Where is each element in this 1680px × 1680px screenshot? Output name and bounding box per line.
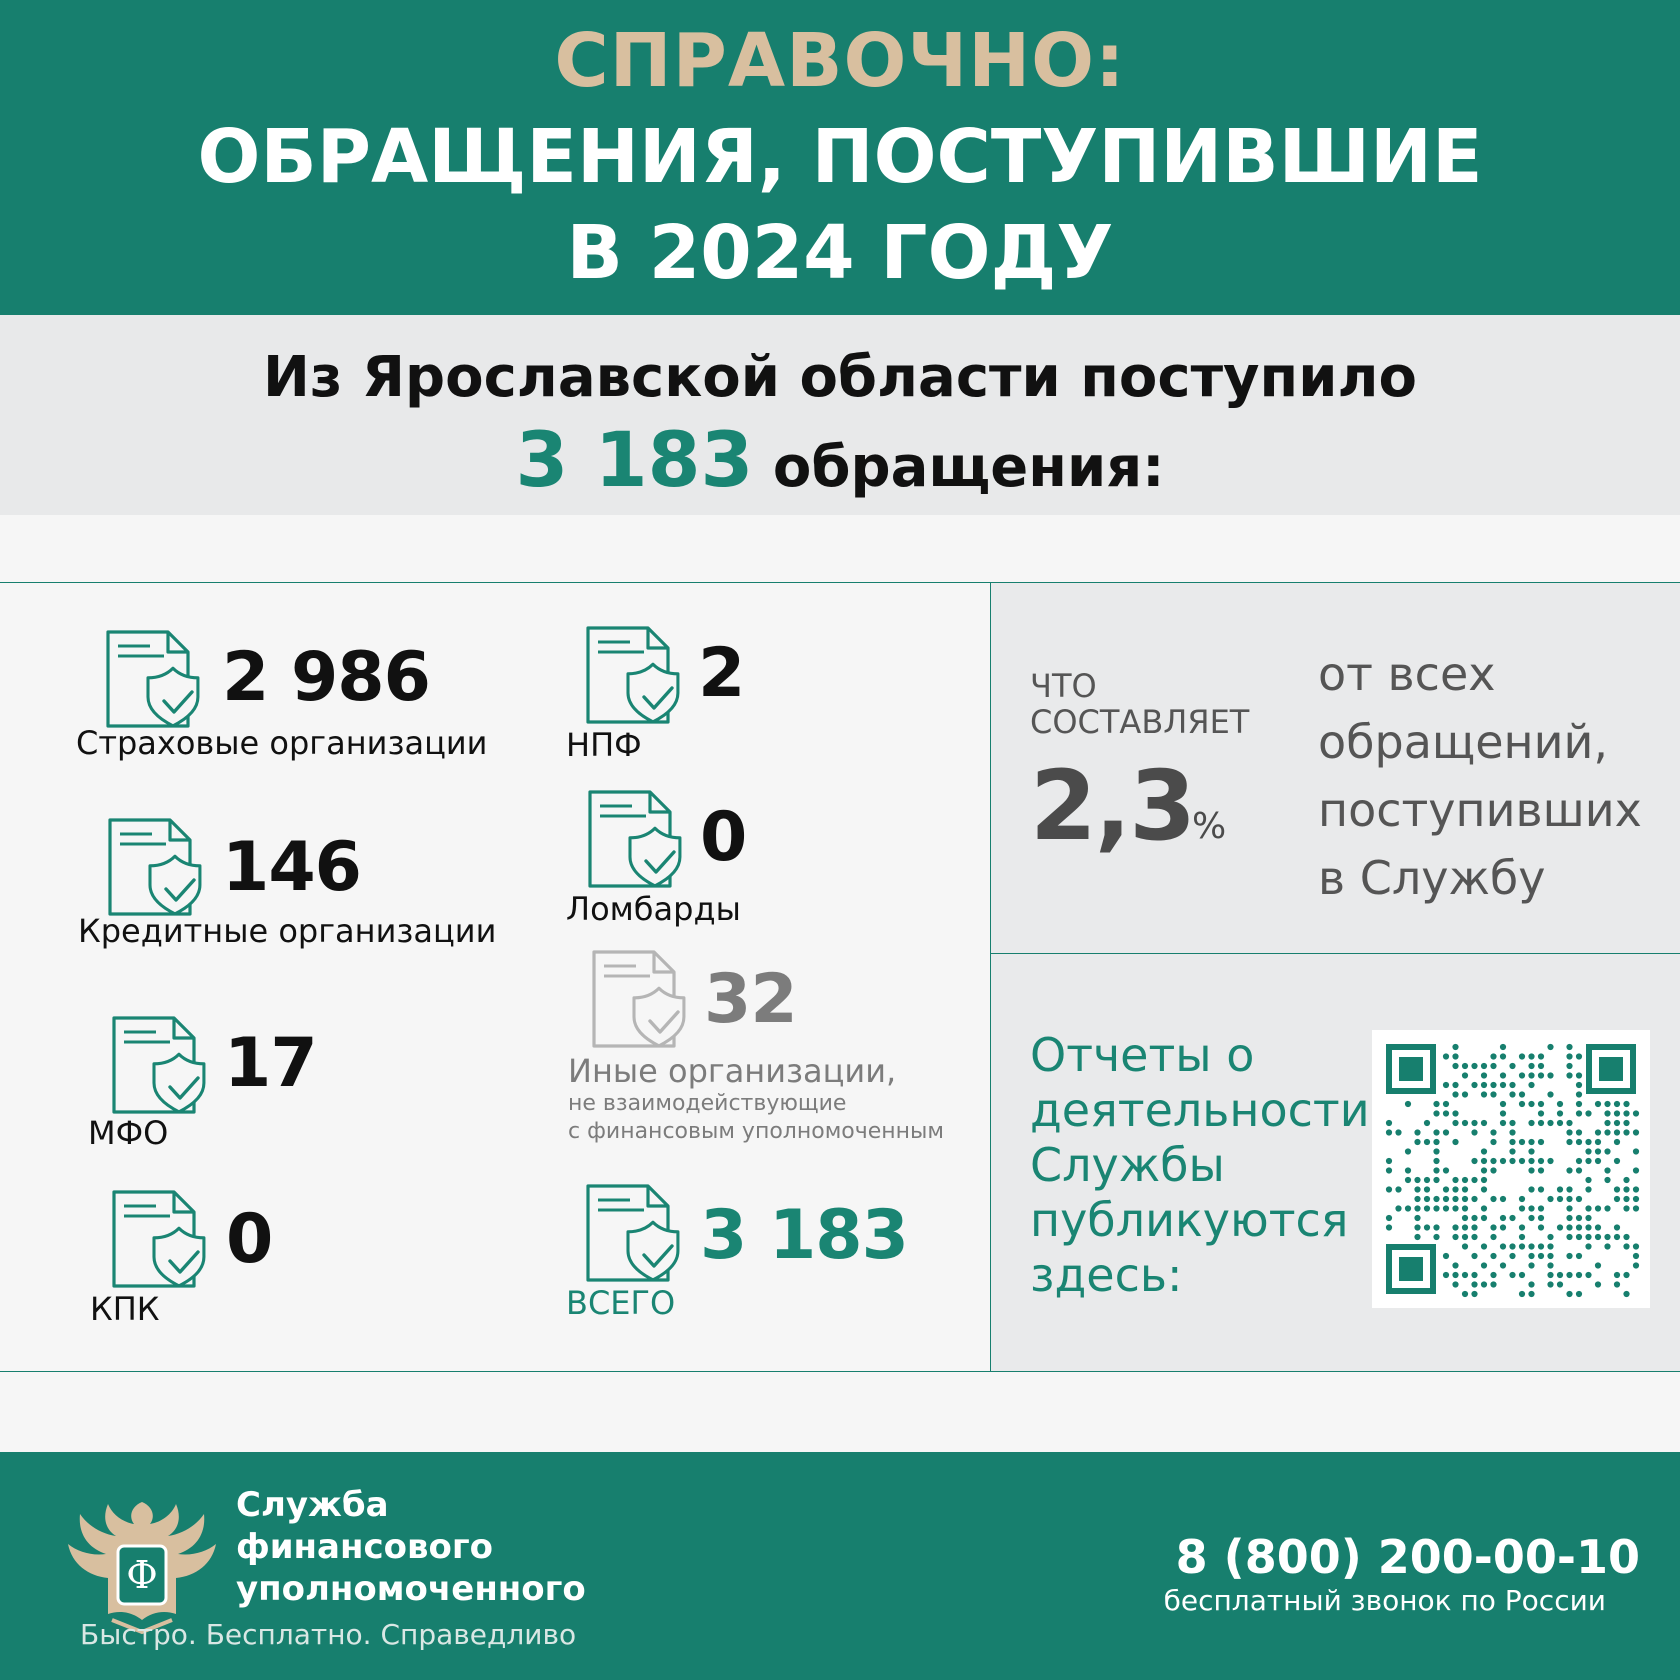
stat-value-credit: 146 — [222, 828, 361, 907]
share-value: 2,3 — [1030, 750, 1195, 862]
stat-value-kpk: 0 — [226, 1200, 273, 1279]
reports-line-2: деятельности — [1030, 1083, 1370, 1137]
stat-label-insurance: Страховые организации — [76, 724, 488, 762]
share-unit: % — [1192, 806, 1227, 847]
document-shield-icon — [590, 946, 690, 1056]
stat-value-insurance: 2 986 — [222, 638, 430, 717]
stat-value-npf: 2 — [698, 634, 745, 713]
document-shield-icon — [584, 1180, 684, 1290]
reports-line-1: Отчеты о — [1030, 1028, 1255, 1082]
qr-code[interactable] — [1372, 1030, 1650, 1308]
svg-text:Ф: Ф — [126, 1553, 158, 1597]
share-desc-line-3: поступивших — [1318, 783, 1642, 837]
reports-line-5: здесь: — [1030, 1248, 1183, 1302]
document-shield-icon — [110, 1186, 210, 1296]
title-line-1: ОБРАЩЕНИЯ, ПОСТУПИВШИЕ — [197, 114, 1483, 200]
summary-suffix: обращения: — [772, 435, 1165, 500]
share-caption — [1030, 668, 1260, 740]
org-name-line-3: уполномоченного — [236, 1569, 586, 1609]
summary-total: 3 183 — [515, 415, 754, 504]
share-caption-line-2: СОСТАВЛЯЕТ — [1030, 703, 1250, 741]
org-name — [236, 1484, 586, 1610]
stat-value-other: 32 — [704, 960, 797, 1039]
stat-label-other: Иные организации, — [568, 1052, 897, 1090]
share-description — [1318, 640, 1668, 912]
title-line-2: В 2024 ГОДУ — [566, 210, 1114, 296]
stat-value-total: 3 183 — [700, 1196, 908, 1275]
document-shield-icon — [106, 814, 206, 924]
stat-value-pawnshops: 0 — [700, 798, 747, 877]
reports-text — [1030, 1028, 1370, 1303]
stat-value-mfo: 17 — [224, 1024, 317, 1103]
summary-line-2 — [0, 415, 1680, 504]
title-accent: СПРАВОЧНО: — [554, 18, 1126, 104]
share-desc-line-1: от всех — [1318, 647, 1496, 701]
stat-label-npf: НПФ — [566, 726, 642, 764]
org-name-line-1: Служба — [236, 1485, 389, 1525]
document-shield-icon — [110, 1012, 210, 1122]
share-desc-line-2: обращений, — [1318, 715, 1609, 769]
phone-number[interactable]: 8 (800) 200-00-10 — [1175, 1530, 1640, 1584]
stat-sublabel-other-2: с финансовым уполномоченным — [568, 1119, 945, 1144]
document-shield-icon — [104, 626, 204, 736]
share-desc-line-4: в Службу — [1318, 851, 1546, 905]
stat-label-kpk: КПК — [90, 1290, 160, 1328]
document-shield-icon — [584, 622, 684, 732]
stat-label-pawnshops: Ломбарды — [566, 890, 741, 928]
slogan: Быстро. Бесплатно. Справедливо — [80, 1618, 577, 1651]
stat-label-credit: Кредитные организации — [78, 912, 497, 950]
reports-line-3: Службы — [1030, 1138, 1225, 1192]
document-shield-icon — [586, 786, 686, 896]
stat-label-total: ВСЕГО — [566, 1284, 676, 1322]
phone-note: бесплатный звонок по России — [1163, 1584, 1606, 1617]
stat-label-mfo: МФО — [88, 1114, 169, 1152]
share-caption-line-1: ЧТО — [1030, 667, 1097, 705]
reports-line-4: публикуются — [1030, 1193, 1349, 1247]
stat-sublabel-other-1: не взаимодействующие — [568, 1091, 847, 1116]
summary-line-1: Из Ярославской области поступило — [263, 345, 1417, 410]
org-name-line-2: финансового — [236, 1527, 493, 1567]
